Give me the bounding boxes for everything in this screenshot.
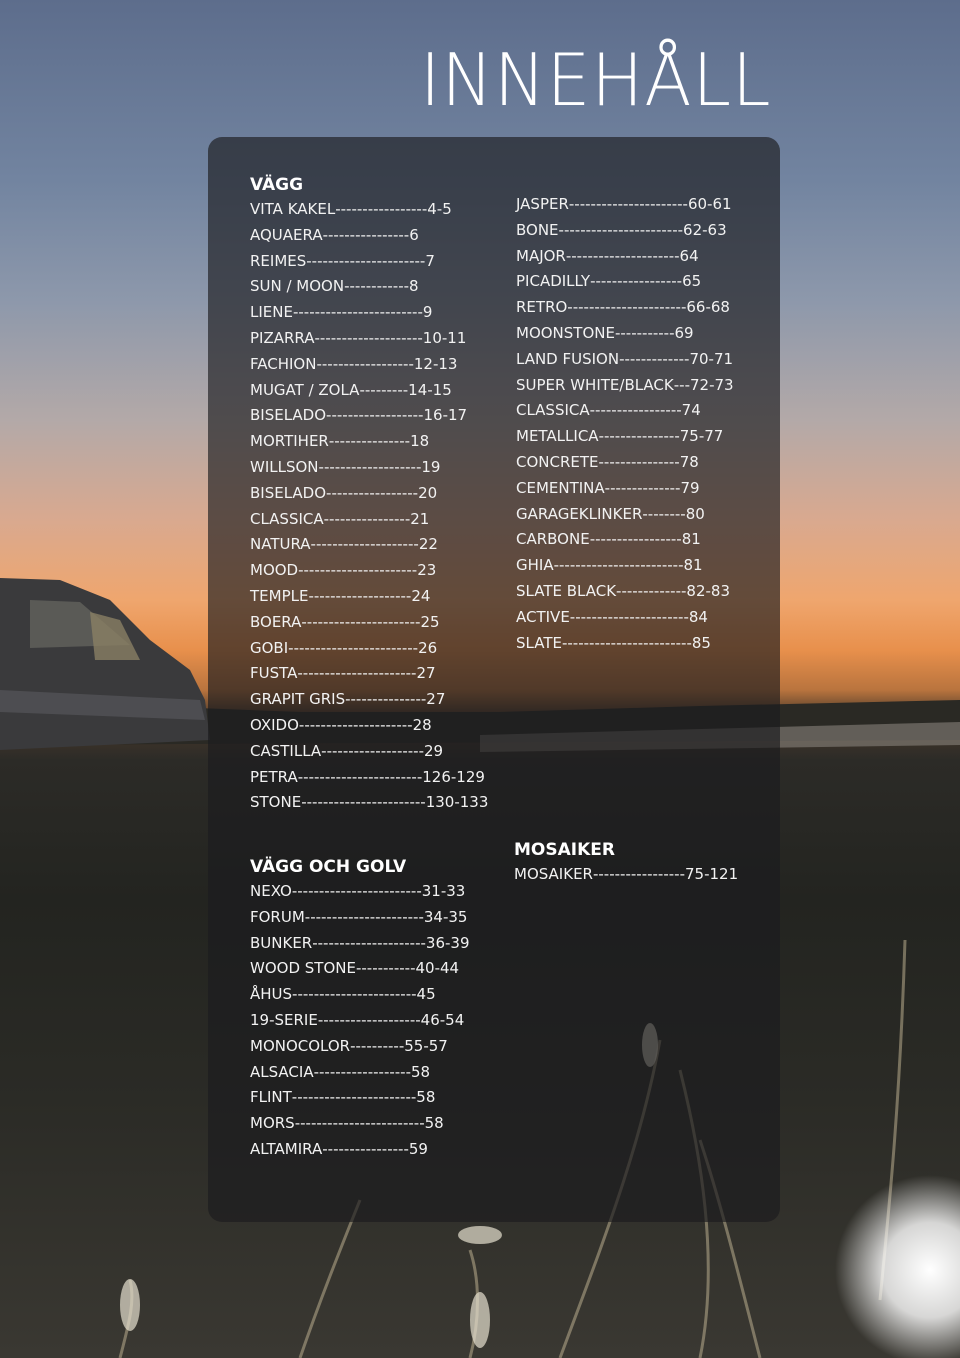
toc-entry <box>516 579 734 605</box>
entry-page: 28 <box>412 715 432 734</box>
entry-page: 58 <box>411 1062 431 1081</box>
entry-leader: ------------------- <box>317 1010 421 1029</box>
entry-leader: --------------- <box>598 452 680 471</box>
entry-leader: ---------------------- <box>304 907 424 926</box>
entry-page: 81 <box>681 530 701 549</box>
toc-entry <box>516 424 734 450</box>
entry-leader: ------------------------ <box>561 633 692 652</box>
entry-leader: ------------------------ <box>288 638 419 657</box>
entry-leader: ------------------ <box>313 1062 412 1081</box>
entry-leader: ---------------------- <box>567 298 687 317</box>
toc-entry <box>250 249 488 275</box>
toc-entry <box>250 558 488 584</box>
entry-leader: --- <box>673 375 690 394</box>
toc-entry <box>250 429 488 455</box>
toc-entry <box>250 982 470 1008</box>
section-vagg-och-golv <box>250 856 470 1163</box>
entry-name: JASPER <box>516 195 569 213</box>
entry-name: BISELADO <box>250 483 327 502</box>
entry-name: AQUAERA <box>250 225 323 244</box>
entry-leader: ---------------- <box>322 225 410 244</box>
entry-name: FLINT <box>250 1088 292 1107</box>
toc-entry <box>250 1137 470 1163</box>
entry-page: 130-133 <box>425 793 489 812</box>
toc-entry <box>250 455 488 481</box>
page-title: INNEHÅLL <box>420 38 772 122</box>
section-mosaiker <box>514 839 738 888</box>
entry-name: CLASSICA <box>250 509 324 528</box>
entry-leader: ---------------------- <box>569 607 689 626</box>
entry-page: 4-5 <box>427 200 452 218</box>
entry-leader: ----------------- <box>590 272 683 291</box>
entry-page: 78 <box>679 452 699 471</box>
entry-page: 45 <box>416 985 436 1004</box>
entry-name: FACHION <box>250 354 317 373</box>
entry-page: 79 <box>680 478 700 497</box>
entry-name: MAJOR <box>516 246 566 265</box>
entry-leader: ------------------------ <box>291 882 422 900</box>
toc-entry <box>250 790 488 816</box>
entry-name: WOOD STONE <box>250 959 356 978</box>
entry-leader: ------------- <box>616 581 687 600</box>
entry-page: 14-15 <box>408 380 452 399</box>
toc-entry <box>250 326 488 352</box>
entry-page: 80 <box>685 504 705 523</box>
entry-page: 85 <box>691 633 711 652</box>
entry-leader: ------------------- <box>321 741 425 760</box>
entry-page: 69 <box>674 323 694 342</box>
toc-entry <box>250 507 488 533</box>
entry-leader: ---------------------- <box>301 612 421 631</box>
entry-name: FUSTA <box>250 664 298 683</box>
entry-name: PICADILLY <box>516 272 591 291</box>
toc-entry <box>250 687 488 713</box>
entry-name: CLASSICA <box>516 401 590 420</box>
entry-page: 31-33 <box>421 882 466 900</box>
entry-page: 64 <box>679 246 699 265</box>
entry-name: GRAPIT GRIS <box>250 690 346 709</box>
entry-page: 12-13 <box>413 354 458 373</box>
entry-name: MOONSTONE <box>516 323 615 342</box>
entry-page: 10-11 <box>422 328 467 347</box>
toc-entry <box>516 321 734 347</box>
entry-page: 55-57 <box>404 1036 448 1055</box>
toc-entry <box>250 956 470 982</box>
toc-entry <box>516 605 734 631</box>
toc-entry <box>250 1111 470 1137</box>
entry-page: 21 <box>410 509 430 528</box>
toc-list <box>516 192 734 656</box>
entry-name: FORUM <box>250 907 305 926</box>
entry-page: 27 <box>426 690 446 709</box>
entry-leader: -------------- <box>604 478 681 497</box>
toc-entry <box>250 300 488 326</box>
toc-entry <box>250 905 470 931</box>
entry-page: 66-68 <box>686 298 730 317</box>
entry-name: ACTIVE <box>516 607 570 626</box>
entry-name: ÅHUS <box>250 985 293 1004</box>
toc-entry <box>250 352 488 378</box>
entry-page: 25 <box>420 612 440 631</box>
toc-entry <box>250 1008 470 1034</box>
entry-leader: ----------------- <box>589 401 682 420</box>
entry-leader: ----------------- <box>335 200 428 218</box>
toc-entry <box>250 739 488 765</box>
entry-page: 18 <box>410 432 430 451</box>
toc-entry <box>250 532 488 558</box>
entry-name: VITA KAKEL <box>250 200 336 218</box>
entry-name: MORTIHER <box>250 432 329 451</box>
section-heading: MOSAIKER <box>514 840 615 860</box>
entry-page: 6 <box>409 225 419 244</box>
entry-page: 75-77 <box>679 427 724 446</box>
entry-page: 40-44 <box>415 959 460 978</box>
entry-name: GOBI <box>250 638 289 657</box>
entry-page: 81 <box>683 556 703 575</box>
entry-page: 7 <box>425 251 435 270</box>
entry-leader: ----------------- <box>326 483 419 502</box>
entry-page: 84 <box>688 607 708 626</box>
entry-name: GARAGEKLINKER <box>516 504 643 523</box>
entry-leader: ------------------ <box>316 354 414 373</box>
toc-entry <box>250 636 488 662</box>
toc-entry <box>250 403 488 429</box>
entry-page: 23 <box>417 561 437 580</box>
entry-leader: --------- <box>359 380 409 399</box>
entry-leader: -------------------- <box>310 535 419 554</box>
entry-name: 19-SERIE <box>250 1010 318 1029</box>
toc-entry <box>516 218 734 244</box>
toc-entry <box>516 192 734 218</box>
entry-name: PIZARRA <box>250 328 315 347</box>
entry-name: SLATE BLACK <box>516 581 617 600</box>
toc-entry <box>514 862 738 888</box>
toc-entry <box>250 1085 470 1111</box>
entry-page: 70-71 <box>689 349 734 368</box>
entry-name: BUNKER <box>250 933 313 952</box>
section-vagg <box>250 174 488 816</box>
toc-entry <box>250 197 488 223</box>
entry-leader: ------------ <box>344 277 410 296</box>
entry-page: 46-54 <box>420 1010 465 1029</box>
entry-name: CARBONE <box>516 530 590 549</box>
toc-entry <box>250 713 488 739</box>
toc-entry <box>516 398 734 424</box>
toc-entry <box>250 584 488 610</box>
entry-name: CONCRETE <box>516 452 599 471</box>
toc-entry <box>250 931 470 957</box>
entry-leader: ----------------------- <box>291 1088 417 1107</box>
entry-page: 9 <box>422 303 433 322</box>
entry-leader: --------------------- <box>312 933 426 952</box>
entry-name: OXIDO <box>250 715 299 734</box>
entry-page: 24 <box>411 586 431 605</box>
entry-leader: ---------------------- <box>568 195 688 213</box>
entry-leader: ----------------------- <box>297 767 423 786</box>
entry-name: GHIA <box>516 556 554 575</box>
toc-entry <box>516 295 734 321</box>
entry-leader: ----------------------- <box>558 220 684 239</box>
entry-leader: ----------------- <box>589 530 682 549</box>
entry-leader: ---------------------- <box>298 561 418 580</box>
section-heading: VÄGG <box>250 175 304 195</box>
entry-page: 34-35 <box>423 907 468 926</box>
entry-page: 62-63 <box>683 220 727 239</box>
entry-leader: ---------------------- <box>297 664 417 683</box>
entry-name: MORS <box>250 1114 295 1133</box>
toc-entry <box>250 879 470 905</box>
section-right <box>516 192 734 656</box>
entry-leader: ------------------------ <box>553 556 684 575</box>
toc-entry <box>516 373 734 399</box>
entry-page: 27 <box>416 664 436 683</box>
entry-leader: ----------------------- <box>292 985 417 1004</box>
entry-name: NEXO <box>250 882 292 900</box>
toc-entry <box>250 1034 470 1060</box>
entry-name: REIMES <box>250 251 307 270</box>
entry-page: 72-73 <box>690 375 734 394</box>
entry-name: LIENE <box>250 303 293 322</box>
entry-page: 58 <box>424 1114 444 1133</box>
toc-list <box>250 879 470 1163</box>
toc-entry <box>516 631 734 657</box>
toc-entry <box>516 244 734 270</box>
entry-name: SUPER WHITE/BLACK <box>516 375 674 394</box>
entry-leader: ---------- <box>350 1036 405 1055</box>
entry-leader: -------- <box>642 504 686 523</box>
entry-name: SUN / MOON <box>250 277 345 296</box>
entry-leader: ----------- <box>614 323 675 342</box>
entry-page: 58 <box>416 1088 436 1107</box>
entry-leader: ---------------- <box>323 509 411 528</box>
entry-page: 82-83 <box>686 581 730 600</box>
entry-leader: ----------- <box>355 959 416 978</box>
entry-page: 126-129 <box>422 767 485 786</box>
entry-name: BONE <box>516 220 559 239</box>
entry-page: 36-39 <box>425 933 470 952</box>
entry-leader: --------------- <box>328 432 411 451</box>
toc-entry <box>516 553 734 579</box>
toc-entry <box>516 527 734 553</box>
toc-entry <box>250 1060 470 1086</box>
entry-leader: -------------------- <box>314 328 423 347</box>
entry-page: 75-121 <box>685 865 739 883</box>
entry-page: 74 <box>681 401 701 420</box>
toc-entry <box>516 347 734 373</box>
entry-page: 22 <box>418 535 438 554</box>
entry-leader: ----------------- <box>592 865 685 883</box>
toc-entry <box>250 765 488 791</box>
toc-entry <box>516 476 734 502</box>
car-silhouette <box>0 578 210 750</box>
entry-leader: ------------------------ <box>294 1114 425 1133</box>
toc-list <box>514 862 738 888</box>
toc-entry <box>516 502 734 528</box>
section-heading: VÄGG OCH GOLV <box>250 857 407 877</box>
entry-name: TEMPLE <box>250 586 309 605</box>
entry-name: WILLSON <box>250 457 319 476</box>
entry-page: 20 <box>418 483 438 502</box>
toc-entry <box>250 223 488 249</box>
entry-name: PETRA <box>250 767 298 786</box>
entry-page: 19 <box>421 457 441 476</box>
entry-name: ALTAMIRA <box>250 1139 323 1158</box>
entry-name: MOOD <box>250 561 299 580</box>
entry-page: 8 <box>409 277 419 296</box>
entry-name: BISELADO <box>250 406 327 425</box>
entry-name: STONE <box>250 793 302 812</box>
entry-leader: ----------------------- <box>301 793 426 812</box>
toc-entry <box>250 378 488 404</box>
entry-leader: ------------- <box>619 349 690 368</box>
entry-name: CEMENTINA <box>516 478 605 497</box>
light-flare <box>835 1175 960 1358</box>
toc-list <box>250 197 488 816</box>
entry-leader: ------------------- <box>308 586 412 605</box>
toc-entry <box>250 661 488 687</box>
entry-page: 65 <box>682 272 702 291</box>
entry-leader: ------------------------ <box>292 303 423 322</box>
entry-page: 29 <box>424 741 444 760</box>
entry-name: RETRO <box>516 298 568 317</box>
entry-page: 59 <box>408 1139 428 1158</box>
entry-leader: --------------- <box>598 427 680 446</box>
toc-entry <box>516 269 734 295</box>
entry-name: MONOCOLOR <box>250 1036 351 1055</box>
toc-entry <box>516 450 734 476</box>
entry-page: 60-61 <box>687 195 732 213</box>
entry-name: NATURA <box>250 535 311 554</box>
entry-name: LAND FUSION <box>516 349 620 368</box>
entry-leader: ------------------- <box>318 457 422 476</box>
toc-entry <box>250 610 488 636</box>
entry-name: CASTILLA <box>250 741 322 760</box>
entry-name: SLATE <box>516 633 562 652</box>
entry-page: 26 <box>418 638 438 657</box>
entry-name: MUGAT / ZOLA <box>250 380 360 399</box>
entry-name: ALSACIA <box>250 1062 314 1081</box>
entry-leader: ------------------ <box>326 406 424 425</box>
entry-name: BOERA <box>250 612 302 631</box>
entry-leader: --------------- <box>345 690 427 709</box>
toc-entry <box>250 274 488 300</box>
toc-entry <box>250 481 488 507</box>
entry-leader: --------------------- <box>565 246 680 265</box>
entry-page: 16-17 <box>423 406 468 425</box>
entry-name: MOSAIKER <box>514 865 593 883</box>
entry-leader: ---------------------- <box>306 251 426 270</box>
entry-leader: ---------------- <box>322 1139 409 1158</box>
entry-name: METALLICA <box>516 427 599 446</box>
entry-leader: --------------------- <box>298 715 413 734</box>
